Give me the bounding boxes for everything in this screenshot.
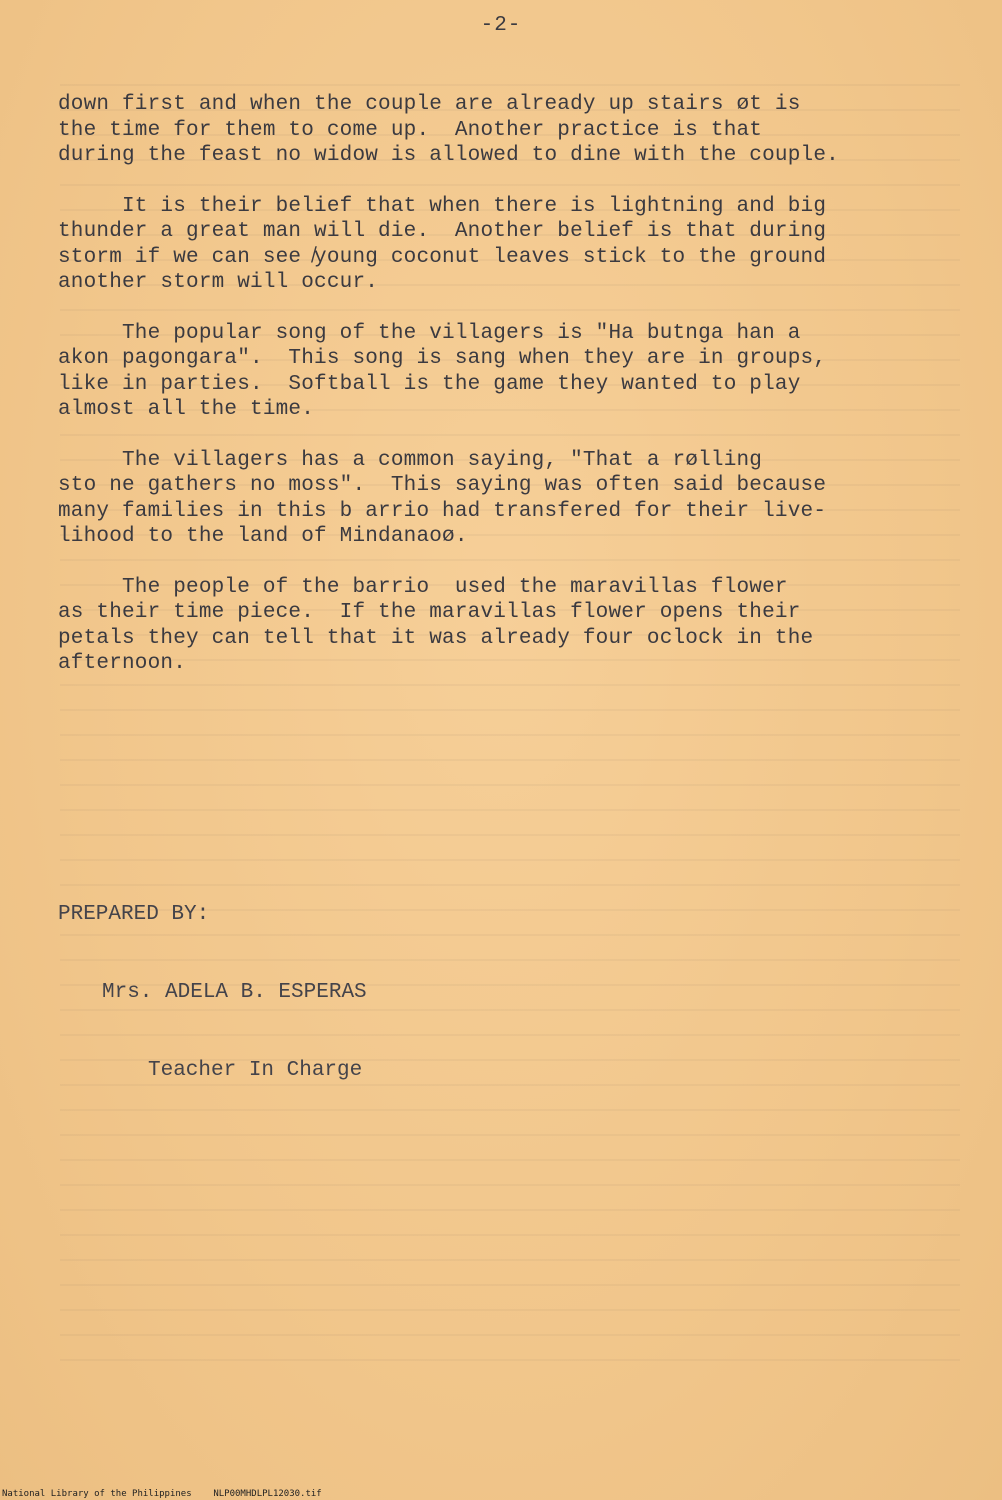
footer-filename: NLP00MHDLPL12030.tif: [213, 1489, 322, 1499]
preparer-title: Teacher In Charge: [148, 1059, 363, 1082]
text-line: almost all the time.: [58, 398, 315, 421]
paragraph-time-piece: [58, 575, 978, 677]
text-line: like in parties. Softball is the game they wanted to play: [58, 372, 801, 396]
text-line: sto ne gathers no moss". This saying was often said because: [58, 474, 827, 497]
text-line: many families in this b arrio had transfered for their live-: [58, 499, 827, 523]
signature-block: [58, 850, 367, 1136]
paragraph-beliefs: [58, 194, 978, 296]
text-line: petals they can tell that it was already four oclock in the: [58, 626, 814, 650]
paragraph-common-saying: [58, 448, 978, 550]
text-line: another storm will occur.: [58, 271, 379, 294]
text-line: It is their belief that when there is lightning and big: [58, 194, 827, 218]
paragraph-popular-song: [58, 321, 978, 423]
text-line: thunder a great man will die. Another belief is that during: [58, 220, 827, 243]
archive-footer: [2, 1489, 322, 1499]
body-text: [58, 92, 978, 702]
text-line: during the feast no widow is allowed to dine with the couple.: [58, 144, 839, 167]
text-line: The popular song of the villagers is "Ha butnga han a: [58, 321, 801, 345]
paragraph-wedding-customs: [58, 92, 978, 169]
text-line: The people of the barrio used the maravillas flower: [58, 575, 788, 599]
prepared-by-heading: PREPARED BY:: [58, 903, 210, 926]
text-line: down first and when the couple are already up stairs øt is: [58, 93, 801, 116]
text-line: The villagers has a common saying, "That a rølling: [58, 448, 763, 472]
page-number: -2-: [480, 14, 522, 37]
text-line: afternoon.: [58, 652, 187, 675]
text-line: as their time piece. If the maravillas flower opens their: [58, 601, 801, 624]
preparer-name: Mrs. ADELA B. ESPERAS: [102, 981, 367, 1004]
footer-source: National Library of the Philippines: [2, 1489, 192, 1499]
text-line: storm if we can see ̸young coconut leaves stick to the ground: [58, 245, 827, 269]
text-line: lihood to the land of Mindanaoø.: [58, 525, 468, 548]
text-line: the time for them to come up. Another practice is that: [58, 118, 763, 142]
text-line: akon pagongara". This song is sang when they are in groups,: [58, 347, 827, 370]
